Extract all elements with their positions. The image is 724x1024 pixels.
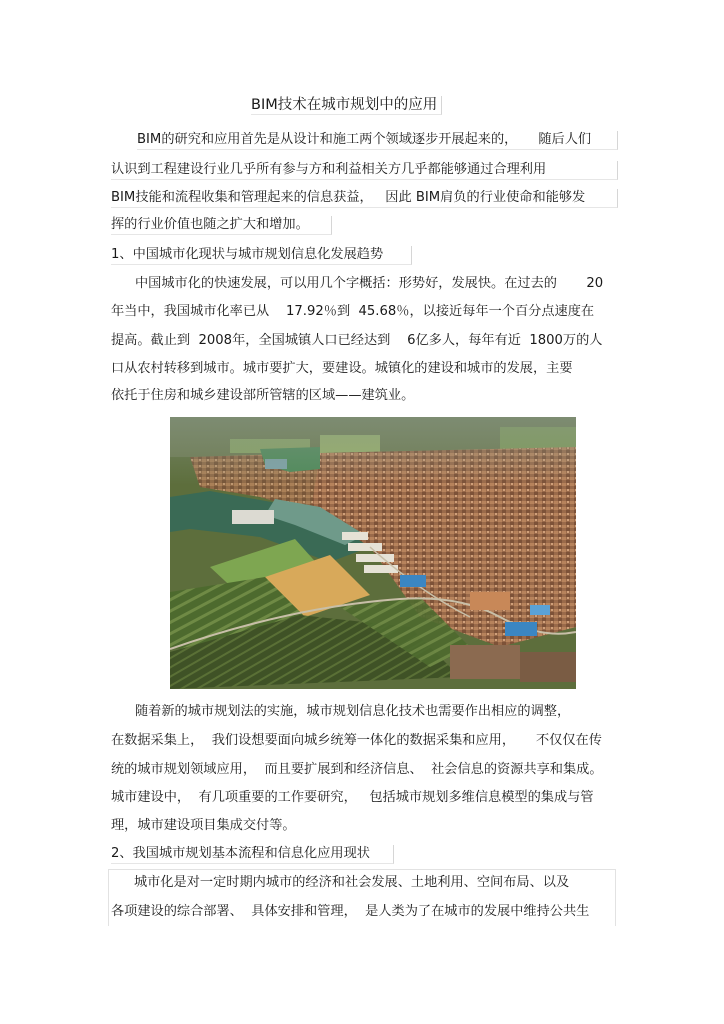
paragraph-line: 依托于住房和城乡建设部所管辖的区域——建筑业。 xyxy=(111,388,415,403)
paragraph-line: BIM的研究和应用首先是从设计和施工两个领域逐步开展起来的， 随后人们 xyxy=(137,131,618,150)
paragraph-line: 认识到工程建设行业几乎所有参与方和利益相关方几乎都能够通过合理利用 xyxy=(111,161,618,180)
paragraph-line: 口从农村转移到城市。城市要扩大，要建设。城镇化的建设和城市的发展，主要 xyxy=(111,361,573,376)
aerial-city-photo xyxy=(170,417,576,689)
paragraph-line: 挥的行业价值也随之扩大和增加。 xyxy=(111,216,332,235)
paragraph-line: 城市建设中， 有几项重要的工作要研究， 包括城市规划多维信息模型的集成与管 xyxy=(111,790,594,805)
document-title: BIM技术在城市规划中的应用 xyxy=(251,96,442,115)
paragraph-line: 城市化是对一定时期内城市的经济和社会发展、土地利用、空间布局、以及 xyxy=(134,875,570,890)
paragraph-line: 年当中，我国城市化率已从 17.92％到 45.68％，以接近每年一个百分点速度在 xyxy=(111,304,595,319)
section-heading: 1、中国城市化现状与城市规划信息化发展趋势 xyxy=(111,246,412,265)
paragraph-line: 统的城市规划领域应用， 而且要扩展到和经济信息、 社会信息的资源共享和集成。 xyxy=(111,762,603,777)
section-heading: 2、我国城市规划基本流程和信息化应用现状 xyxy=(111,845,394,864)
paragraph-line: 提高。截止到 2008年，全国城镇人口已经达到 6亿多人，每年有近 1800万的人 xyxy=(111,333,603,348)
paragraph-line: 在数据采集上， 我们设想要面向城乡统筹一体化的数据采集和应用， 不仅仅在传 xyxy=(111,733,602,748)
paragraph-line: 随着新的城市规划法的实施，城市规划信息化技术也需要作出相应的调整， xyxy=(135,704,571,719)
paragraph-line: 理，城市建设项目集成交付等。 xyxy=(111,818,296,833)
paragraph-line: 中国城市化的快速发展，可以用几个字概括：形势好，发展快。在过去的 20 xyxy=(135,276,604,291)
paragraph-line: BIM技能和流程收集和管理起来的信息获益， 因此 BIM肩负的行业使命和能够发 xyxy=(111,189,618,208)
paragraph-line: 各项建设的综合部署、 具体安排和管理， 是人类为了在城市的发展中维持公共生 xyxy=(111,904,590,919)
